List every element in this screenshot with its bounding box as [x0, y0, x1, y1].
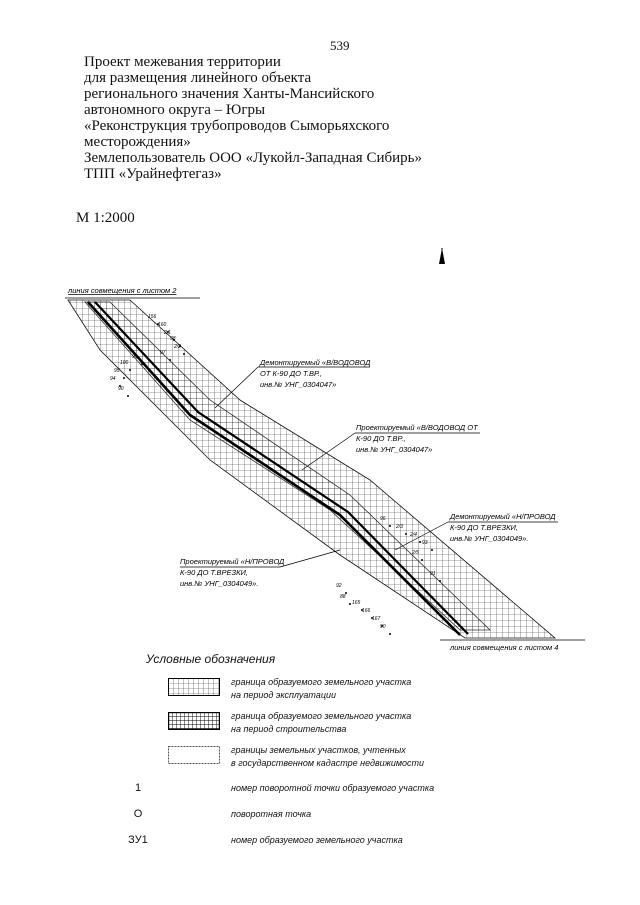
- turning-point-number: 97: [160, 350, 166, 356]
- legend-text-line: поворотная точка: [231, 809, 312, 819]
- turning-point-number: 2/5: [412, 550, 419, 556]
- legend-text-line: на период строительства: [231, 724, 347, 734]
- label-line: инв.№ УНГ_0304049».: [180, 579, 259, 588]
- legend-text-line: границы земельных участков, учтенных: [231, 745, 406, 755]
- label-line: К-90 ДО Т.ВРЕЗКИ,: [180, 568, 248, 577]
- turning-point-marker: [169, 359, 171, 361]
- legend-text: [231, 710, 491, 736]
- label-line: Проектируемый «Н/ПРОВОД: [180, 557, 285, 566]
- turning-point-marker: [183, 353, 185, 355]
- turning-point-number: 2/1: [164, 330, 171, 336]
- header-line: Землепользователь ООО «Лукойл-Западная Сибирь»: [84, 150, 422, 166]
- turning-point-number: 156: [148, 314, 157, 320]
- turning-point-number: 90: [380, 624, 386, 630]
- label-line: Демонтируемый «Н/ПРОВОД: [450, 512, 556, 521]
- turning-point-marker: [405, 533, 407, 535]
- legend-item: [108, 778, 528, 796]
- turning-point-number: 92: [336, 583, 342, 589]
- label-line: инв.№ УНГ_0304049».: [450, 534, 529, 543]
- header-line: Проект межевания территории: [84, 54, 281, 70]
- turning-point-marker: [389, 633, 391, 635]
- turning-point-marker: [421, 559, 423, 561]
- turning-point-number: 99: [132, 354, 138, 360]
- match-line-top-label: линия совмещения с листом 2: [68, 286, 177, 295]
- construction-boundary-symbol: [168, 712, 220, 730]
- legend-mark: О: [133, 808, 143, 820]
- turning-point-marker: [141, 363, 143, 365]
- turning-point-number: 165: [352, 600, 361, 606]
- exploitation-boundary-zone: [85, 302, 490, 630]
- header-line: «Реконструкция трубопроводов Сыморьяхского: [84, 118, 390, 134]
- turning-point-number: 88: [340, 594, 346, 600]
- turning-point-marker: [431, 549, 433, 551]
- turning-point-number: 93: [422, 540, 428, 546]
- turning-point-number: 160: [158, 322, 167, 328]
- document-header: [84, 54, 422, 182]
- turning-point-number: 94: [110, 376, 116, 382]
- legend-text: [231, 782, 491, 795]
- header-line: автономного округа – Югры: [84, 102, 266, 118]
- leader-line: [280, 550, 340, 567]
- header-line: для размещения линейного объекта: [84, 70, 312, 86]
- legend-text-line: в государственном кадастре недвижимости: [231, 758, 425, 768]
- legend-text: [231, 834, 491, 847]
- label-projected-oil: [180, 557, 285, 588]
- legend: [108, 676, 528, 856]
- label-line: К-90 ДО Т.ВР.,: [356, 434, 406, 443]
- turning-point-marker: [123, 377, 125, 379]
- turning-point-marker: [439, 580, 441, 582]
- turning-point-marker: [349, 603, 351, 605]
- turning-point-number: 166: [362, 608, 371, 614]
- turning-point-number: 100: [120, 360, 129, 366]
- legend-item: [108, 804, 528, 822]
- label-line: Демонтируемый «В/ВОДОВОД: [260, 358, 371, 367]
- turning-point-marker: [419, 541, 421, 543]
- exploitation-boundary-symbol: [168, 678, 220, 696]
- turning-point-number: 98: [170, 336, 176, 342]
- turning-point-marker: [127, 395, 129, 397]
- legend-item: [108, 744, 528, 770]
- legend-mark: ЗУ1: [128, 834, 148, 846]
- legend-text-line: на период эксплуатации: [231, 690, 336, 700]
- label-line: инв.№ УНГ_0304047»: [356, 445, 433, 454]
- label-projected-water: [356, 423, 479, 454]
- legend-text-line: номер поворотной точки образуемого участка: [231, 783, 435, 793]
- label-line: инв.№ УНГ_0304047»: [260, 380, 337, 389]
- legend-text: [231, 808, 491, 821]
- label-line: К-90 ДО Т.ВРЕЗКИ,: [450, 523, 518, 532]
- header-line: месторождения»: [84, 134, 191, 150]
- legend-item: [108, 830, 528, 848]
- cadastral-map: [40, 230, 620, 670]
- legend-mark: 1: [134, 782, 142, 794]
- turning-point-number: 2/4: [410, 532, 417, 538]
- match-line-bottom-label: линия совмещения с листом 4: [450, 643, 559, 652]
- turning-point-number: 91: [430, 571, 436, 577]
- turning-point-number: 95: [114, 368, 120, 374]
- turning-point-number: 2/2: [174, 344, 181, 350]
- header-line: регионального значения Ханты-Мансийского: [84, 86, 375, 102]
- cadastre-boundary-symbol: [168, 746, 220, 764]
- legend-item: [108, 710, 528, 736]
- label-line: ОТ К-90 ДО Т.ВР.,: [260, 369, 323, 378]
- turning-point-marker: [129, 369, 131, 371]
- legend-text-line: граница образуемого земельного участка: [231, 711, 412, 721]
- legend-item: [108, 676, 528, 702]
- header-line: ТПП «Урайнефтегаз»: [84, 166, 222, 182]
- label-line: Проектируемый «В/ВОДОВОД ОТ: [356, 423, 478, 432]
- label-dismantled-oil: [449, 512, 556, 543]
- turning-point-number: 2/3: [396, 524, 403, 530]
- map-scale: М 1:2000: [76, 210, 135, 226]
- turning-point-number: 90: [118, 386, 124, 392]
- turning-point-number: 167: [372, 616, 381, 622]
- legend-text: [231, 676, 491, 702]
- page-number: 539: [330, 38, 350, 53]
- label-dismantled-water: [259, 358, 371, 389]
- turning-point-marker: [389, 525, 391, 527]
- turning-point-number: 96: [380, 516, 386, 522]
- legend-text: [231, 744, 491, 770]
- north-arrow-icon: [439, 248, 445, 264]
- legend-title: Условные обозначения: [146, 652, 276, 666]
- legend-text-line: номер образуемого земельного участка: [231, 835, 403, 845]
- legend-text-line: граница образуемого земельного участка: [231, 677, 412, 687]
